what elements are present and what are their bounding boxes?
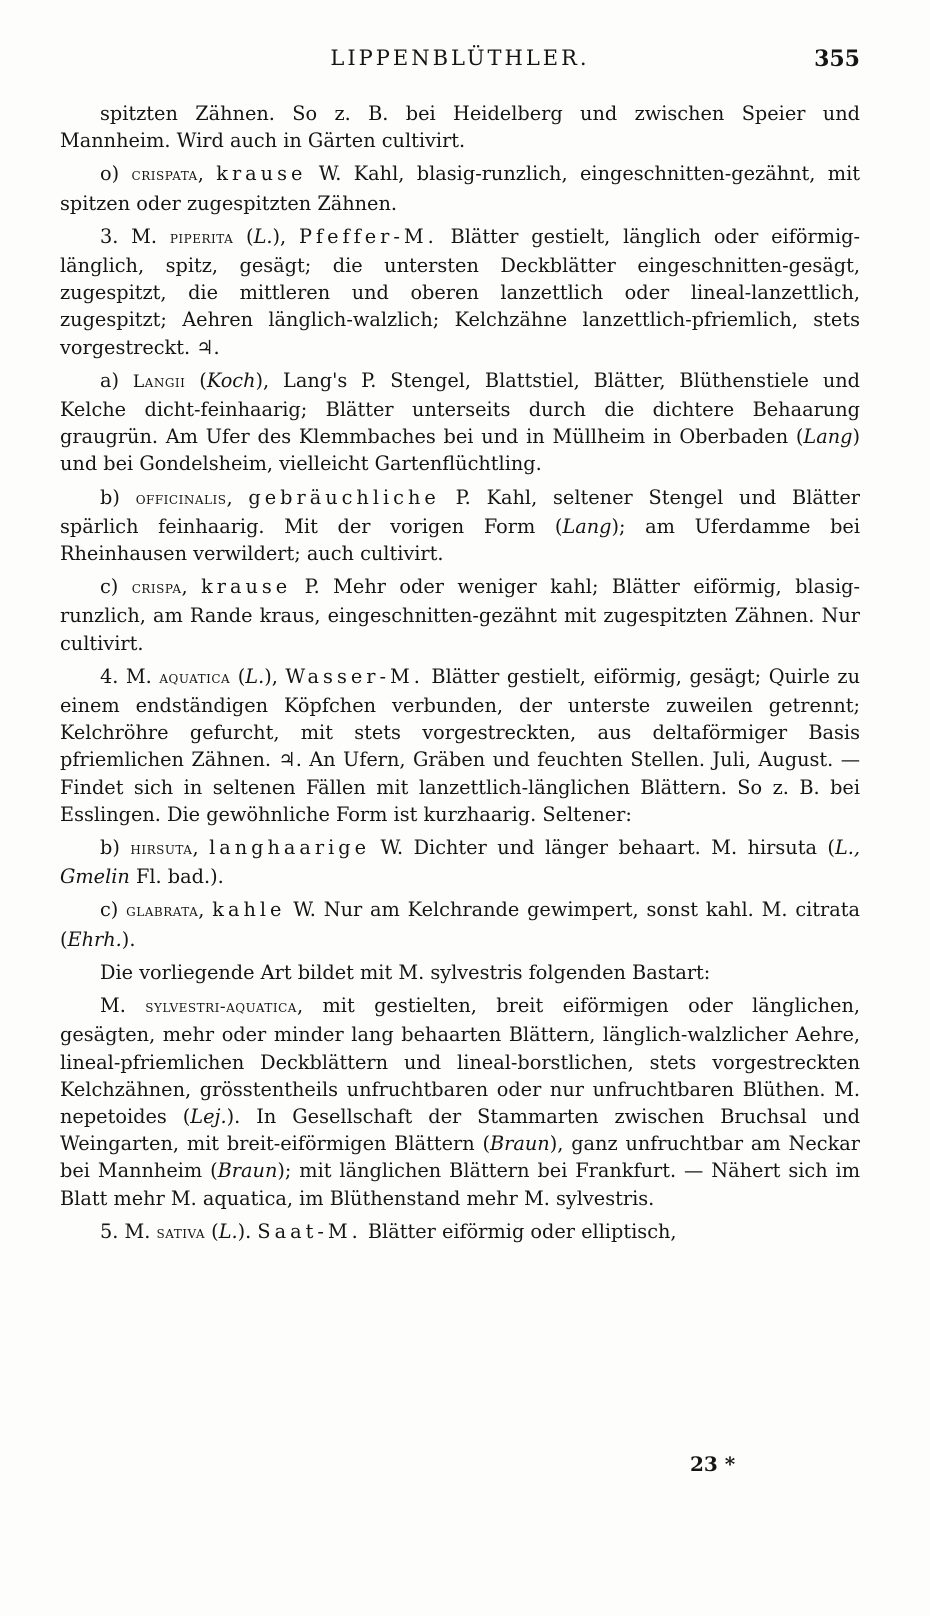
paragraph-sylvestri-aquatica [60, 992, 860, 1212]
text-run: ). [237, 1219, 258, 1243]
italic-citation: L. [253, 224, 273, 248]
signature-mark: 23 * [690, 1452, 736, 1476]
common-name: Saat-M. [257, 1219, 362, 1243]
common-name: kahle [212, 898, 286, 922]
paragraph-sativa [60, 1218, 860, 1247]
taxon-name: officinalis [135, 488, 227, 509]
text-run: , [192, 836, 210, 860]
text-run: W. Kahl, blasig-runzlich, eingeschnitten-gezähnt, mit spitzen oder zugespitzten Zähnen. [60, 162, 861, 215]
text-run: Blätter gestielt, eiförmig, gesägt; Quirle zu einem endständigen Köpfchen verbunden, der unterste zuweilen getrennt; Kelchröhre gefurcht, mit stets vorgestreckten, aus deltaförmiger Basis pfriemlichen Zähnen. ♃. An Ufern, Gräben und feuchten Stellen. Juli, August. — Findet sich in seltenen Fällen mit lanzettlich-länglichen Blättern. So z. B. bei Esslingen. Die gewöhnliche Form ist kurzhaarig. Seltener: [60, 664, 861, 826]
italic-citation: L. [218, 1219, 238, 1243]
common-name: Wasser-M. [285, 664, 424, 688]
taxon-name: crispata [131, 165, 198, 186]
paragraph-crispa [60, 573, 860, 657]
taxon-name: aquatica [159, 667, 231, 688]
running-title: LIPPENBLÜTHLER. [330, 46, 590, 70]
common-name: gebräuchliche [248, 485, 440, 509]
text-run: ), Lang's P. Stengel, Blattstiel, Blätter, Blüthenstiele und Kelche dicht-feinhaarig; Blätter unterseits durch die dichtere Behaarung graugrün. Am Ufer des Klemmbaches bei und in Müllheim in Oberbaden ( [60, 368, 861, 449]
common-name: Pfeffer-M. [298, 224, 438, 248]
page-number: 355 [814, 46, 860, 72]
text-run: , [226, 485, 249, 509]
text-run: 5. M. [100, 1219, 157, 1243]
taxon-name: sylvestri-aquatica [145, 997, 297, 1018]
taxon-name: glabrata [126, 901, 199, 922]
text-run: M. [100, 994, 146, 1018]
text-run: P. Kahl, seltener Stengel und Blätter spärlich feinhaarig. Mit der vorigen Form ( [60, 485, 860, 538]
paragraph-langii [60, 367, 860, 478]
text-run: ( [230, 664, 246, 688]
text-run: , mit gestielten, breit eiförmigen oder länglichen, gesägten, mehr oder minder lang behaarten Blättern, länglich-walzlicher Aehre, lineal-pfriemlichen Deckblättern und lineal-borstlichen, stets vorgestreckten Kelchzähnen, grösstentheils unfruchtbaren oder nur unfruchtbaren Blüthen. M. nepetoides ( [60, 994, 860, 1128]
paragraph-bastart-intro [60, 959, 860, 986]
text-run: Blätter eiförmig oder elliptisch, [361, 1219, 677, 1243]
text-run: Fl. bad.). [129, 865, 224, 889]
taxon-name: sativa [156, 1222, 206, 1243]
text-run: a) [100, 368, 133, 392]
italic-citation: Ehrh. [67, 927, 122, 951]
paragraph-piperita [60, 223, 860, 361]
page-header [60, 42, 860, 82]
text-run: , [181, 575, 202, 599]
paragraph-officinalis [60, 484, 860, 568]
italic-citation: Lang [803, 425, 853, 449]
italic-citation: Lang [562, 514, 612, 538]
text-run: b) [100, 485, 136, 509]
text-run: ). In Gesellschaft der Stammarten zwischen Bruchsal und Weingarten, mit breit-eiförmigen Blättern ( [60, 1104, 861, 1156]
paragraph-1 [60, 100, 860, 154]
paragraph-crispata [60, 160, 860, 216]
paragraph-aquatica [60, 663, 860, 828]
text-run: W. Dichter und länger behaart. M. hirsuta ( [370, 836, 835, 860]
italic-citation: Koch [206, 368, 256, 392]
text-run: , [198, 898, 213, 922]
text-run: P. Mehr oder weniger kahl; Blätter eiförmig, blasig-runzlich, am Rande kraus, eingeschnitten-gezähnt mit zugespitzten Zähnen. Nur cultivirt. [60, 575, 860, 655]
text-run: ) und bei Gondelsheim, vielleicht Gartenflüchtling. [60, 425, 860, 476]
paragraph-glabrata [60, 896, 860, 952]
text-run: 4. M. [100, 664, 160, 688]
text-run: Die vorliegende Art bildet mit M. sylvestris folgenden Bastart: [100, 960, 711, 984]
text-run: ), [264, 664, 286, 688]
taxon-name: Langii [132, 371, 186, 392]
text-run: ( [233, 224, 254, 248]
italic-citation: L., Gmelin [60, 836, 861, 889]
text-run: b) [100, 836, 131, 860]
common-name: krause [201, 575, 292, 599]
text-run: c) [100, 575, 132, 599]
text-run: c) [100, 898, 127, 922]
paragraph-hirsuta [60, 834, 860, 890]
text-run: spitzten Zähnen. So z. B. bei Heidelberg und zwischen Speier und Mannheim. Wird auch in Gärten cultivirt. [60, 102, 860, 153]
text-run: ( [185, 368, 207, 392]
text-run: W. Nur am Kelchrande gewimpert, sonst kahl. M. citrata ( [60, 898, 861, 951]
text-run: ( [205, 1219, 219, 1243]
text-run: o) [100, 162, 132, 186]
body-text [60, 100, 860, 1253]
taxon-name: hirsuta [130, 839, 193, 860]
text-run: 3. M. [100, 224, 170, 248]
common-name: krause [216, 162, 307, 186]
common-name: langhaarige [209, 836, 371, 860]
text-run: ). [121, 927, 136, 951]
text-run: , [197, 162, 217, 186]
italic-citation: L. [245, 664, 265, 688]
taxon-name: crispa [131, 578, 182, 599]
text-run: ), [272, 224, 299, 248]
text-run: Blätter gestielt, länglich oder eiförmig-länglich, spitz, gesägt; die untersten Deckblätter eingeschnitten-gesägt, zugespitzt, die mittleren und oberen lanzettlich oder lineal-lanzettlich, zugespitzt; Aehren länglich-walzlich; Kelchzähne lanzettlich-pfriemlich, stets vorgestreckt. ♃. [60, 224, 861, 359]
italic-citation: Braun [217, 1159, 278, 1183]
italic-citation: Braun [490, 1132, 550, 1156]
italic-citation: Lej. [190, 1104, 227, 1128]
taxon-name: piperita [169, 227, 234, 248]
text-run: ); mit länglichen Blättern bei Frankfurt. — Nähert sich im Blatt mehr M. aquatica, im Blüthenstand mehr M. sylvestris. [60, 1159, 860, 1210]
text-run: ), ganz unfruchtbar am Neckar bei Mannheim ( [60, 1132, 861, 1183]
text-run: ); am Uferdamme bei Rheinhausen verwildert; auch cultivirt. [60, 514, 860, 566]
